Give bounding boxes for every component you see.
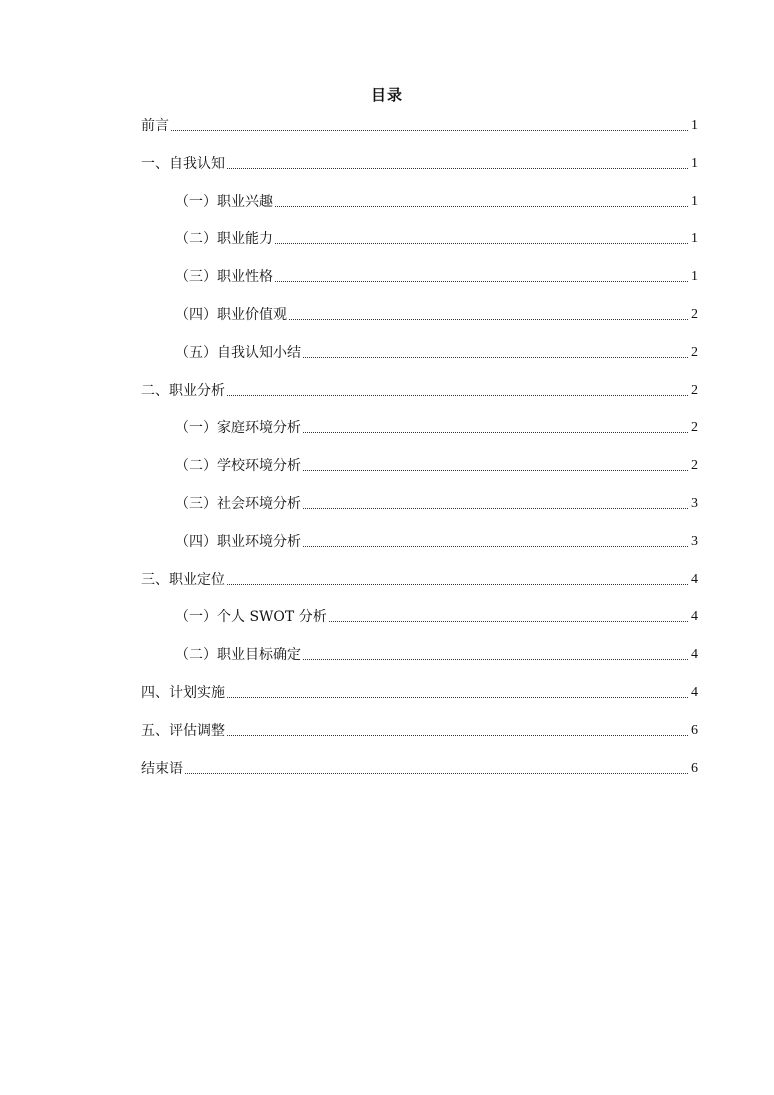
toc-dot-leader (289, 319, 688, 320)
toc-entry-page-number: 2 (691, 344, 698, 360)
toc-entry-label: （三）社会环境分析 (175, 496, 301, 512)
toc-dot-leader (227, 584, 688, 585)
toc-entry-label: 三、职业定位 (141, 571, 225, 588)
toc-dot-leader (171, 130, 688, 131)
toc-entry-label: 五、评估调整 (141, 722, 225, 739)
toc-dot-leader (227, 395, 688, 396)
toc-entry-label: 前言 (141, 118, 169, 134)
toc-entry[interactable] (175, 267, 698, 287)
toc-dot-leader (303, 357, 688, 358)
toc-dot-leader (227, 168, 688, 169)
toc-entry[interactable] (175, 418, 698, 438)
toc-entry[interactable] (141, 570, 698, 590)
toc-entry-page-number: 1 (691, 269, 698, 285)
toc-entry-label: （三）职业性格 (175, 269, 273, 286)
toc-entry-page-number: 6 (691, 722, 698, 738)
toc-entry-page-number: 6 (691, 760, 698, 776)
toc-entry[interactable] (175, 305, 698, 325)
toc-entry-page-number: 2 (691, 420, 698, 436)
toc-entry[interactable] (141, 721, 698, 741)
toc-entry-label: （一）职业兴趣 (175, 193, 273, 210)
toc-entry[interactable] (175, 343, 698, 363)
toc-entry[interactable] (175, 607, 698, 627)
toc-entry-page-number: 3 (691, 496, 698, 511)
toc-dot-leader (227, 697, 688, 698)
toc-entry-page-number: 3 (691, 533, 698, 549)
toc-entry-label: （五）自我认知小结 (175, 344, 301, 361)
toc-entry-page-number: 1 (691, 193, 698, 209)
toc-entry-page-number: 1 (691, 231, 698, 247)
toc-dot-leader (275, 281, 688, 282)
toc-entry-label: 一、自我认知 (141, 155, 225, 172)
toc-entry-label: 结束语 (141, 760, 183, 777)
toc-dot-leader (303, 508, 688, 509)
toc-dot-leader (227, 735, 688, 736)
toc-dot-leader (275, 243, 688, 244)
toc-entry[interactable] (175, 494, 698, 514)
toc-entry-label: 四、计划实施 (141, 685, 225, 701)
toc-entry-page-number: 4 (691, 685, 698, 700)
toc-entry-label: （一）个人 SWOT 分析 (175, 609, 327, 626)
toc-dot-leader (303, 546, 688, 547)
toc-entry[interactable] (175, 532, 698, 552)
toc-entry[interactable] (141, 154, 698, 174)
toc-dot-leader (303, 659, 688, 660)
toc-entry-page-number: 2 (691, 382, 698, 398)
toc-title: 目录 (370, 86, 403, 104)
toc-entry[interactable] (175, 456, 698, 476)
toc-entry-page-number: 1 (691, 118, 698, 133)
toc-entry[interactable] (141, 381, 698, 401)
toc-entry-page-number: 2 (691, 458, 698, 474)
toc-entry-label: （二）职业能力 (175, 231, 273, 248)
toc-entry[interactable] (175, 192, 698, 212)
toc-entry[interactable] (141, 116, 698, 136)
toc-entry-page-number: 4 (691, 647, 698, 663)
toc-entry-label: （四）职业环境分析 (175, 533, 301, 550)
toc-entry[interactable] (175, 229, 698, 249)
toc-entry[interactable] (141, 759, 698, 779)
toc-dot-leader (185, 773, 688, 774)
toc-entry-page-number: 4 (691, 609, 698, 625)
toc-entry-page-number: 1 (691, 155, 698, 171)
toc-entry-label: （二）职业目标确定 (175, 647, 301, 664)
toc-entry[interactable] (141, 683, 698, 703)
toc-entry-label: （二）学校环境分析 (175, 458, 301, 475)
toc-entry-label: （四）职业价值观 (175, 307, 287, 323)
toc-entry-page-number: 2 (691, 307, 698, 322)
toc-dot-leader (275, 206, 688, 207)
toc-dot-leader (329, 621, 688, 622)
toc-entry-page-number: 4 (691, 571, 698, 587)
toc-dot-leader (303, 470, 688, 471)
toc-entry[interactable] (175, 645, 698, 665)
toc-entry-label: 二、职业分析 (141, 382, 225, 399)
toc-dot-leader (303, 432, 688, 433)
toc-entry-label: （一）家庭环境分析 (175, 420, 301, 437)
